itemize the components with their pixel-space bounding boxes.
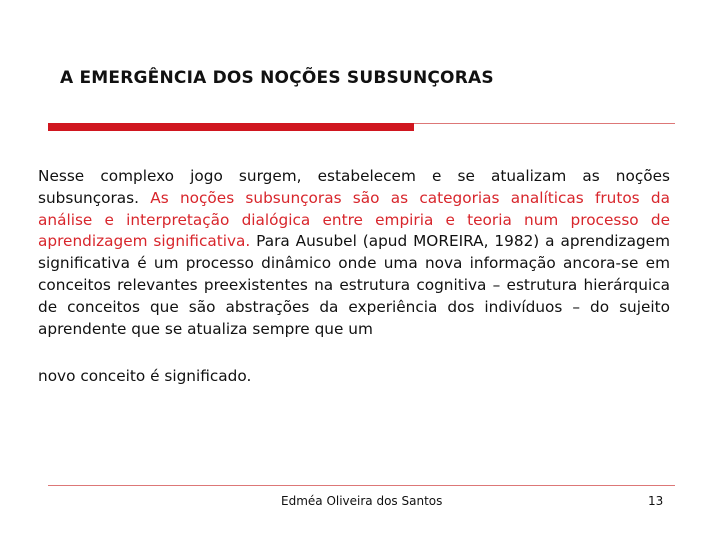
body-text-intro: Nesse complexo jogo surgem, estabelecem e se atualizam as noções subsunçoras. (38, 167, 670, 207)
body-text-highlight: As noções subsunçoras são as categorias analíticas frutos da análise e interpretação dialógica entre empiria e teoria num processo de aprendizagem significativa. (38, 188, 670, 251)
footer-author: Edméa Oliveira dos Santos (281, 494, 443, 508)
footer-divider-line (48, 485, 675, 486)
page-number: 13 (648, 494, 664, 508)
body-text-continuation: Para Ausubel (apud MOREIRA, 1982) a aprendizagem significativa é um processo dinâmico onde uma nova informação ancora-se em conceitos relevantes preexistentes na estrutura cognitiva – estrutura hierárquica de conceitos que são abstrações da experiência dos indivíduos – do sujeito aprendente que se atualiza sempre que um (38, 232, 670, 338)
title-accent-bar (48, 123, 414, 131)
slide-title: A EMERGÊNCIA DOS NOÇÕES SUBSUNÇORAS (60, 68, 494, 88)
body-last-line: novo conceito é significado. (38, 367, 252, 385)
body-paragraph (38, 166, 670, 340)
